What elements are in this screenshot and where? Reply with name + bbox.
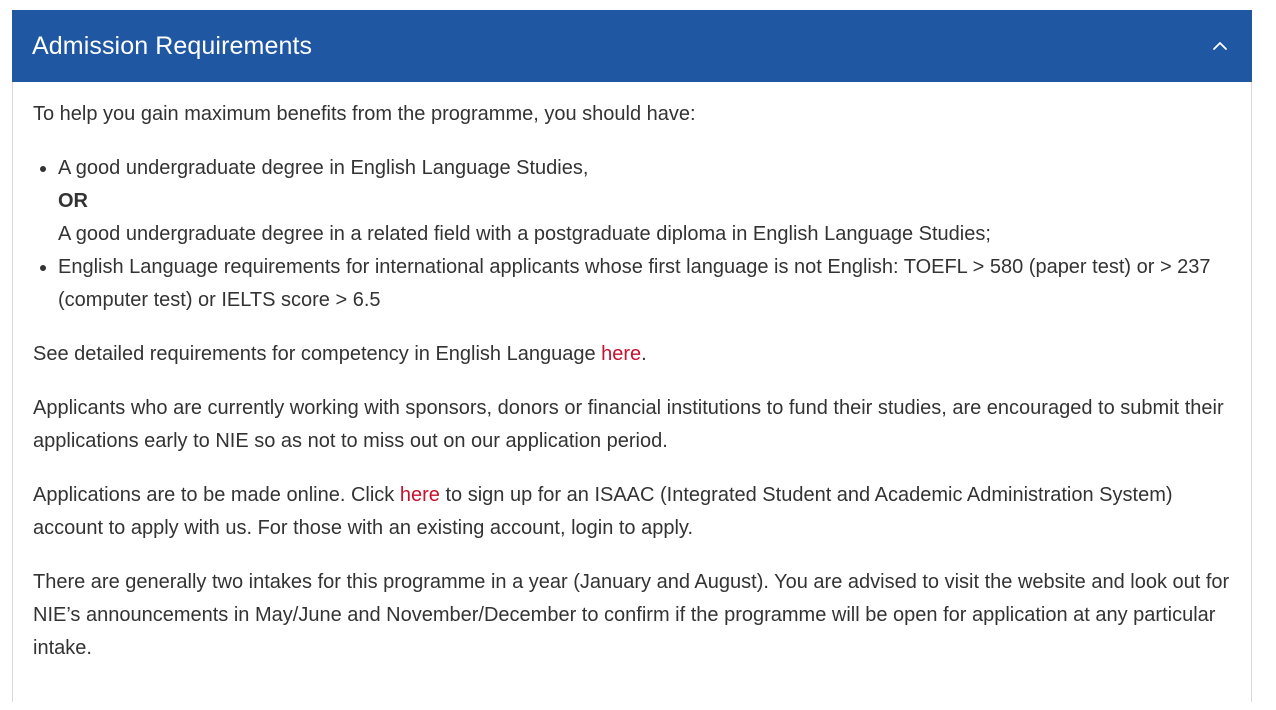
online-text-after: to sign up for an ISAAC (Integrated Student and Academic Administration System) account to apply with us. For those with an existing account, login to apply. [33, 484, 1173, 539]
intro-paragraph: To help you gain maximum benefits from the programme, you should have: [33, 103, 696, 125]
accordion-body [12, 82, 1252, 702]
accordion-title: Admission Requirements [32, 31, 313, 60]
online-application-paragraph [33, 479, 1231, 545]
sponsors-paragraph: Applicants who are currently working with sponsors, donors or financial institutions to fund their studies, are encouraged to submit their applications early to NIE so as not to miss out on our application period. [33, 397, 1224, 452]
details-paragraph [33, 338, 1231, 371]
online-text-before: Applications are to be made online. Click [33, 484, 400, 506]
english-requirements-link[interactable]: here [601, 343, 642, 365]
details-period: . [641, 343, 647, 365]
related-degree-requirement-text: A good undergraduate degree in a related field with a postgraduate diploma in English Language Studies; [58, 223, 991, 245]
details-text: See detailed requirements for competency in English Language [33, 343, 602, 365]
isaac-signup-link[interactable]: here [399, 484, 440, 506]
accordion-header[interactable] [12, 10, 1252, 82]
list-item [58, 152, 1231, 251]
or-label: OR [58, 190, 88, 212]
requirements-list [33, 152, 1231, 317]
list-item [58, 251, 1231, 317]
admission-requirements-accordion [12, 10, 1252, 710]
intakes-paragraph: There are generally two intakes for this programme in a year (January and August). You are advised to visit the website and look out for NIE’s announcements in May/June and November/December to confirm if the programme will be open for application at any particular intake. [33, 571, 1230, 659]
english-requirement-text: English Language requirements for international applicants whose first language is not English: TOEFL > 580 (paper test) or > 237 (computer test) or IELTS score > 6.5 [58, 256, 1211, 311]
chevron-up-icon[interactable] [1212, 38, 1228, 54]
degree-requirement-text: A good undergraduate degree in English Language Studies, [58, 157, 589, 179]
